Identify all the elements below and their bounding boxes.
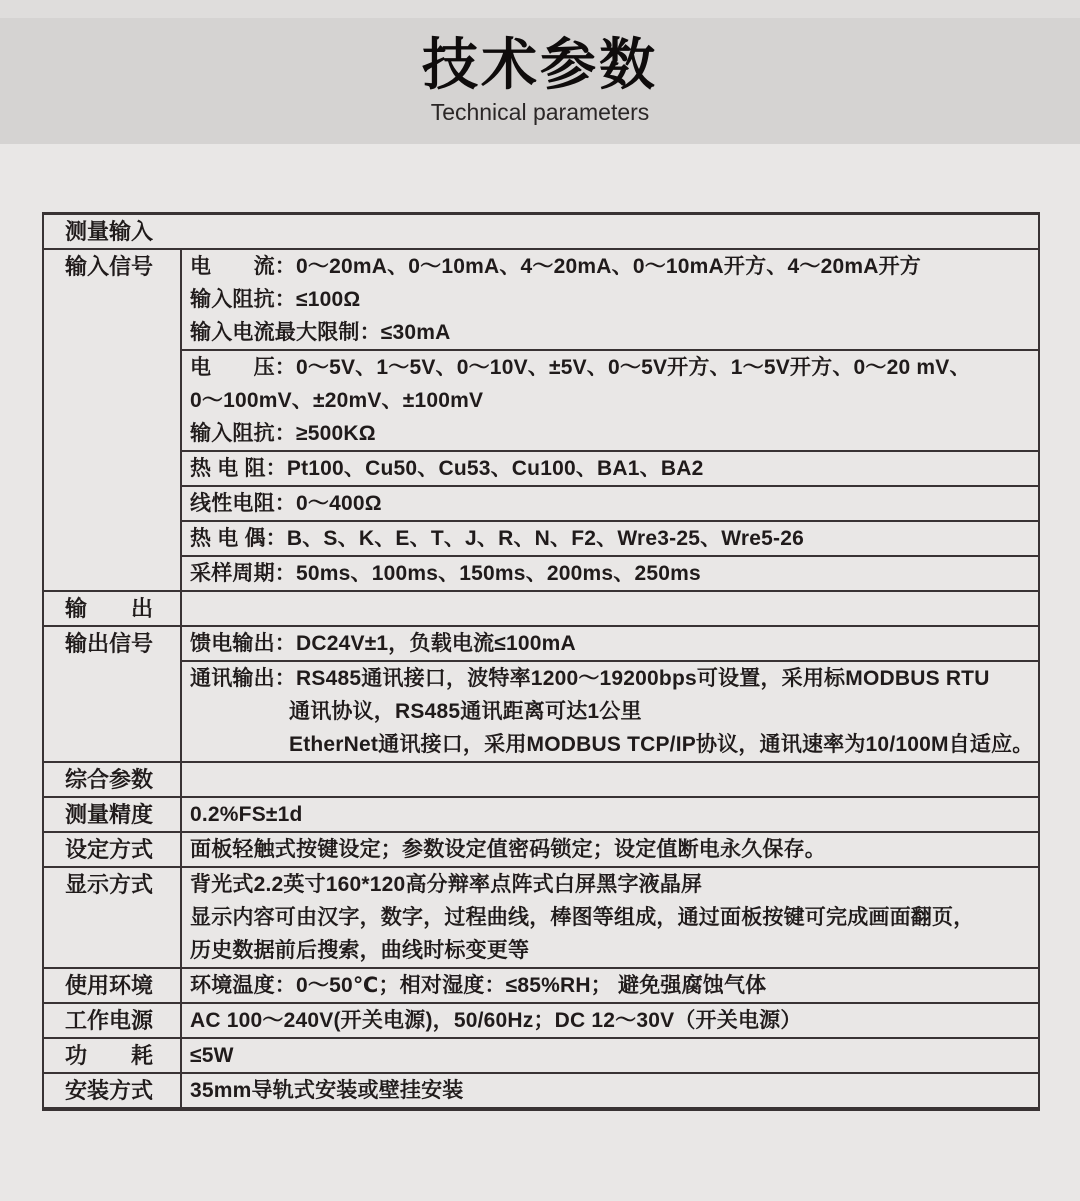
spec-line: 背光式2.2英寸160*120高分辩率点阵式白屏黑字液晶屏 [190,873,703,896]
row-cells [182,969,1038,1002]
spec-cell [182,969,1038,1002]
spec-line: 输入阻抗：≤100Ω [190,288,361,311]
row-cells [182,250,1038,590]
spec-cell [182,522,1038,557]
top-strip [0,0,1080,18]
row-cells [182,763,1038,796]
row-label: 设定方式 [44,833,182,866]
spec-line: 采样周期：50ms、100ms、150ms、200ms、250ms [190,562,701,585]
spec-cell [182,592,1038,625]
spec-line: 面板轻触式按键设定；参数设定值密码锁定；设定值断电永久保存。 [190,838,826,861]
row-label: 显示方式 [44,868,182,967]
spec-line: ≤5W [190,1044,234,1067]
spec-cell [182,1039,1038,1072]
page-title: 技术参数 [422,33,658,97]
spec-line: 35mm导轨式安装或壁挂安装 [190,1079,464,1102]
spec-line: 通讯输出：RS485通讯接口，波特率1200～19200bps可设置，采用标MODBUS RTU [190,667,990,690]
spec-line: AC 100～240V(开关电源)，50/60Hz；DC 12～30V（开关电源） [190,1009,802,1032]
spec-cell [182,452,1038,487]
spec-line [190,592,1038,625]
spec-cell [182,798,1038,831]
spec-cell [182,351,1038,452]
spec-cell [182,662,1038,761]
row-cells [182,868,1038,967]
row-label: 综合参数 [44,763,182,796]
spec-cell [182,487,1038,522]
spec-line [190,763,1038,796]
table-row [44,592,1038,627]
row-label: 输 出 [44,592,182,625]
spec-line: 输入电流最大限制：≤30mA [190,321,451,344]
row-cells [182,1039,1038,1072]
spec-line: 通讯协议，RS485通讯距离可达1公里 [289,700,642,723]
spec-line: 环境温度：0～50℃；相对湿度：≤85%RH； 避免强腐蚀气体 [190,974,767,997]
row-cells [182,1074,1038,1107]
row-label: 使用环境 [44,969,182,1002]
spec-line: 输入阻抗：≥500KΩ [190,422,376,445]
spec-line: 热 电 阻：Pt100、Cu50、Cu53、Cu100、BA1、BA2 [190,457,704,480]
table-row [44,798,1038,833]
row-label: 测量输入 [65,219,154,244]
table-row [44,763,1038,798]
spec-line: 0～100mV、±20mV、±100mV [190,389,484,412]
spec-line: 线性电阻：0～400Ω [190,492,382,515]
row-cells [182,798,1038,831]
spec-line: 显示内容可由汉字，数字，过程曲线，棒图等组成，通过面板按键可完成画面翻页， [190,906,975,929]
row-label: 安装方式 [44,1074,182,1107]
row-label: 输入信号 [44,250,182,590]
table-row [44,868,1038,969]
row-cells [182,592,1038,625]
spec-table [42,212,1040,1111]
table-row [44,215,1038,250]
page-subtitle: Technical parameters [430,98,650,125]
row-cells [182,1004,1038,1037]
table-row [44,833,1038,868]
table-row [44,1039,1038,1074]
spec-cell [182,1074,1038,1107]
spec-line: 热 电 偶：B、S、K、E、T、J、R、N、F2、Wre3-25、Wre5-26 [190,527,805,550]
spec-cell [182,557,1038,590]
spec-line: 0.2%FS±1d [190,803,303,826]
table-row [44,969,1038,1004]
row-cells [182,627,1038,761]
spec-cell [182,868,1038,967]
spec-line: 馈电输出：DC24V±1，负载电流≤100mA [190,632,576,655]
spec-cell [182,763,1038,796]
row-label: 工作电源 [44,1004,182,1037]
spec-cell [182,833,1038,866]
row-label: 测量精度 [44,798,182,831]
table-row [44,250,1038,592]
spec-line: 电 流：0～20mA、0～10mA、4～20mA、0～10mA开方、4～20mA开方 [190,255,921,278]
header-band [0,18,1080,144]
row-cells [182,833,1038,866]
spec-cell [182,250,1038,351]
row-label: 输出信号 [44,627,182,761]
spec-cell [182,1004,1038,1037]
spec-line: 电 压：0～5V、1～5V、0～10V、±5V、0～5V开方、1～5V开方、0～20 mV、 [190,356,971,379]
row-label: 功 耗 [44,1039,182,1072]
spec-line: EtherNet通讯接口，采用MODBUS TCP/IP协议，通讯速率为10/100M自适应。 [289,733,1034,756]
spec-cell [182,627,1038,662]
table-row [44,1004,1038,1039]
spec-line: 历史数据前后搜索，曲线时标变更等 [190,939,530,962]
table-row [44,627,1038,763]
table-row [44,1074,1038,1107]
